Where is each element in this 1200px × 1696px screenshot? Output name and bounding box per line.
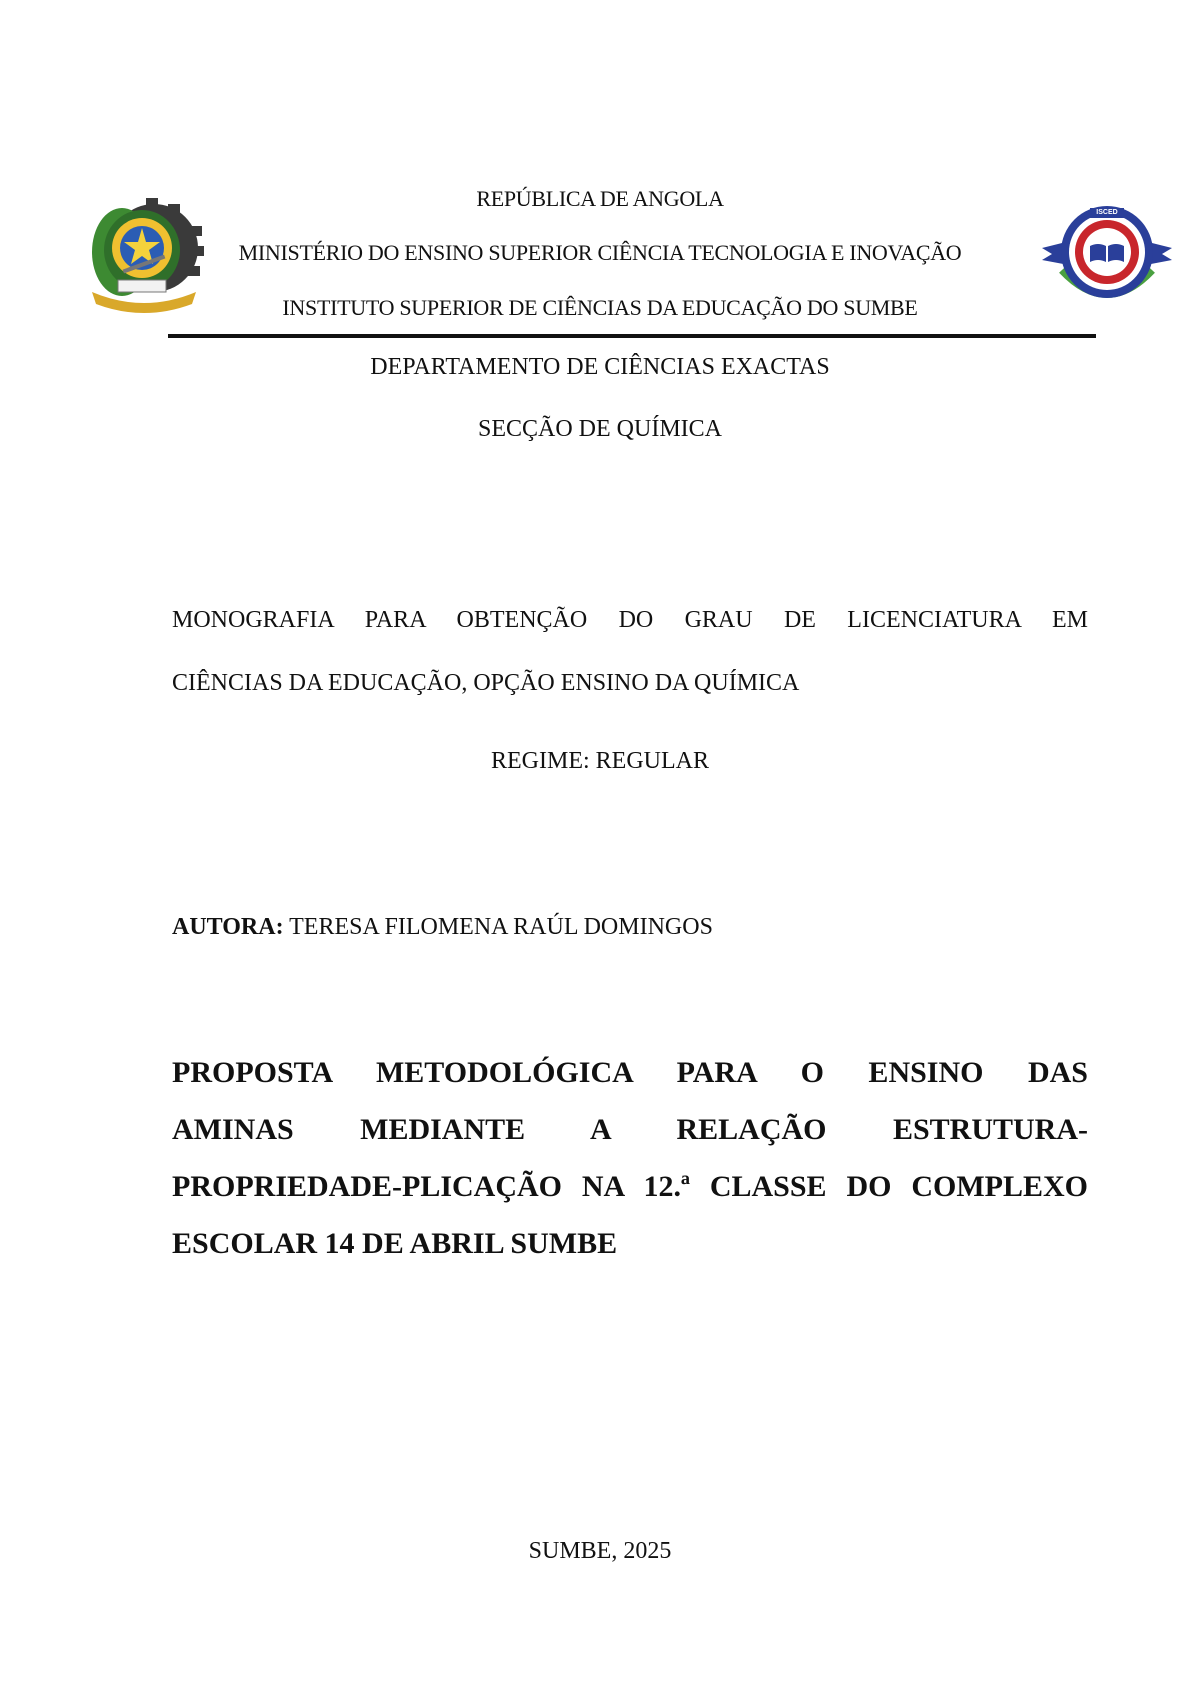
regime-line: REGIME: REGULAR	[491, 748, 709, 774]
purpose-line-1: MONOGRAFIA PARA OBTENÇÃO DO GRAU DE LICENCIATURA EM	[172, 607, 1088, 633]
author-line	[172, 914, 1088, 941]
thesis-title	[172, 1044, 1088, 1272]
section-heading: SECÇÃO DE QUÍMICA	[477, 416, 722, 442]
place-date: SUMBE, 2025	[528, 1538, 672, 1564]
header-divider	[168, 334, 1096, 338]
title-line-4: ESCOLAR 14 DE ABRIL SUMBE	[172, 1227, 618, 1260]
country-heading: REPÚBLICA DE ANGOLA	[476, 186, 724, 211]
department-heading: DEPARTAMENTO DE CIÊNCIAS EXACTAS	[370, 354, 830, 380]
purpose-line-2: CIÊNCIAS DA EDUCAÇÃO, OPÇÃO ENSINO DA QUÍMICA	[172, 670, 800, 696]
title-line-2: AMINAS MEDIANTE A RELAÇÃO ESTRUTURA-	[172, 1113, 1088, 1146]
ministry-heading: MINISTÉRIO DO ENSINO SUPERIOR CIÊNCIA TECNOLOGIA E INOVAÇÃO	[238, 240, 962, 265]
author-label: AUTORA:	[172, 914, 284, 940]
author-name: TERESA FILOMENA RAÚL DOMINGOS	[289, 914, 713, 940]
institute-heading: INSTITUTO SUPERIOR DE CIÊNCIAS DA EDUCAÇÃO DO SUMBE	[282, 295, 918, 320]
title-line-1: PROPOSTA METODOLÓGICA PARA O ENSINO DAS	[172, 1056, 1088, 1089]
title-line-3: PROPRIEDADE-PLICAÇÃO NA 12.ª CLASSE DO COMPLEXO	[172, 1170, 1088, 1203]
isced-seal-text: ISCED	[1096, 209, 1118, 216]
